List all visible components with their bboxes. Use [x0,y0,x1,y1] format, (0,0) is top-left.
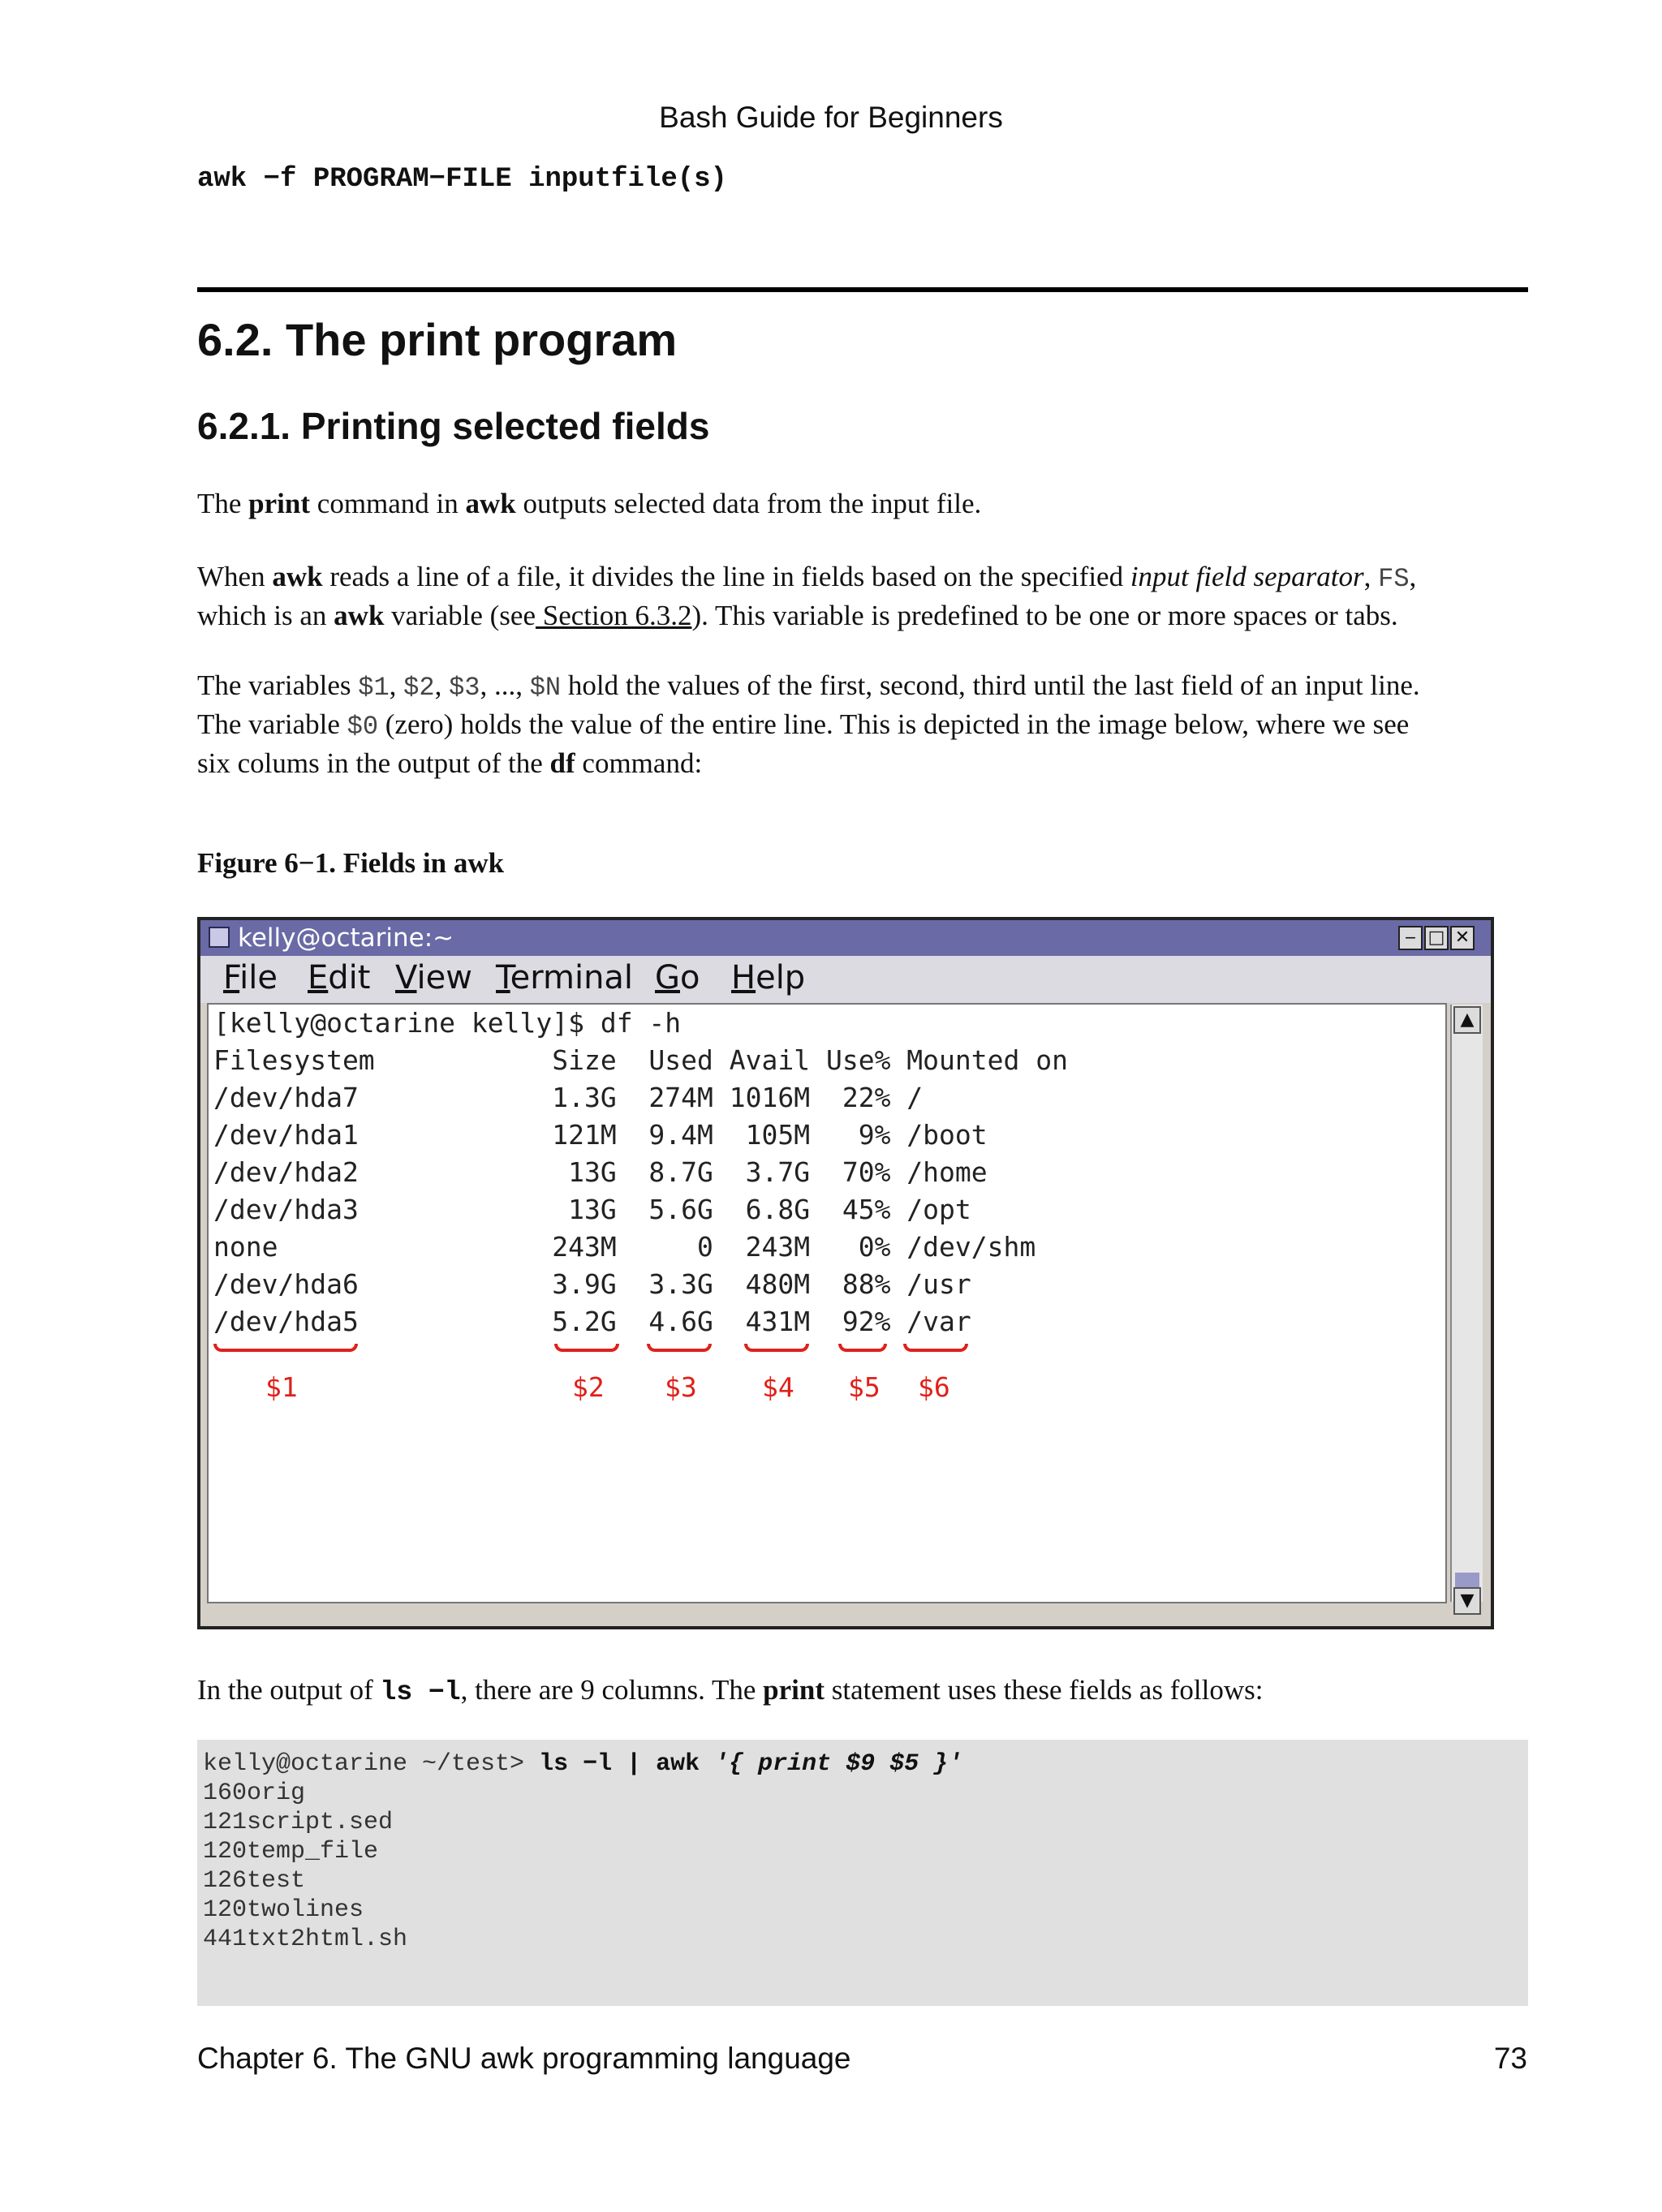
footer-chapter: Chapter 6. The GNU awk programming language [197,2042,851,2075]
paragraph-field-variables: The variables $1, $2, $3, ..., $N hold the values of the first, second, third until the last field of an input line. The variable $0 (zero) holds the value of the entire line. This is depicted in the image below, where we see six colums in the output of the df command: [197,669,1420,779]
maximize-icon[interactable]: □ [1424,926,1449,950]
df-row: /dev/hda6 3.9G 3.3G 480M 88% /usr [213,1268,971,1300]
menu-edit[interactable]: Edit [308,959,371,996]
example-output-line: 441txt2html.sh [203,1926,408,1953]
terminal-command-line: [kelly@octarine kelly]$ df -h [213,1007,682,1039]
example-output-line: 120twolines [203,1896,364,1924]
terminal-output-area[interactable] [207,1003,1447,1603]
syntax-input-file: inputfile(s) [528,164,727,195]
minimize-icon[interactable]: ‒ [1398,926,1423,950]
field-label-1: $1 [265,1371,298,1403]
awk-syntax-line [197,164,727,195]
menu-help[interactable]: Help [731,959,806,996]
example-output-line: 126test [203,1867,306,1895]
df-row: /dev/hda2 13G 8.7G 3.7G 70% /home [213,1156,988,1188]
terminal-scrollbar[interactable] [1450,1005,1483,1611]
field-1-brace [213,1344,358,1352]
section-6-3-2-link[interactable]: Section 6.3.2 [535,600,692,631]
window-title: kelly@octarine:~ [238,923,454,953]
field-label-2: $2 [572,1371,605,1403]
df-row: /dev/hda5 5.2G 4.6G 431M 92% /var [213,1306,971,1337]
df-row: /dev/hda3 13G 5.6G 6.8G 45% /opt [213,1194,971,1225]
close-icon[interactable]: ✕ [1450,926,1475,950]
example-command-line: kelly@octarine ~/test> ls −l | awk '{ print $9 $5 }' [203,1750,963,1778]
footer-page-number: 73 [1493,2042,1527,2075]
terminal-titlebar[interactable] [200,920,1491,956]
field-label-6: $6 [918,1371,950,1403]
field-label-4: $4 [762,1371,794,1403]
paragraph-field-separator: When awk reads a line of a file, it divides the line in fields based on the specified input field separator, FS, which is an awk variable (see Section 6.3.2). This variable is predefined to be one or more spaces or tabs. [197,561,1417,631]
field-6-brace [903,1344,968,1352]
df-row: /dev/hda7 1.3G 274M 1016M 22% / [213,1082,924,1113]
syntax-option: −f [263,164,297,195]
terminal-menubar [200,956,1491,1003]
running-header: Bash Guide for Beginners [659,101,1003,134]
field-2-brace [554,1344,619,1352]
menu-go[interactable]: Go [655,959,700,996]
menu-file[interactable]: File [223,959,278,996]
field-5-brace [838,1344,887,1352]
example-output-line: 160orig [203,1779,306,1807]
syntax-command: awk [197,164,248,195]
df-row: none 243M 0 243M 0% /dev/shm [213,1231,1036,1263]
paragraph-print-intro: The print command in awk outputs selected data from the input file. [197,488,982,519]
subsection-title: 6.2.1. Printing selected fields [197,405,710,447]
field-label-3: $3 [665,1371,697,1403]
section-title: 6.2. The print program [197,314,678,365]
syntax-program-file: PROGRAM−FILE [312,164,512,195]
section-divider [197,287,1528,292]
menu-view[interactable]: View [395,959,472,996]
paragraph-ls-columns: In the output of ls −l, there are 9 columns. The print statement uses these fields as follows: [197,1674,1264,1707]
example-code-block [197,1740,1528,2006]
scroll-down-icon[interactable]: ▼ [1453,1587,1481,1615]
df-row: /dev/hda1 121M 9.4M 105M 9% /boot [213,1119,988,1151]
field-4-brace [744,1344,809,1352]
scroll-thumb[interactable] [1455,1573,1479,1587]
example-output-line: 120temp_file [203,1838,379,1866]
scroll-up-icon[interactable]: ▲ [1453,1006,1481,1034]
terminal-screenshot [197,917,1494,1629]
figure-caption: Figure 6−1. Fields in awk [197,847,505,879]
example-output-line: 121script.sed [203,1809,394,1836]
window-menu-icon[interactable] [209,927,230,948]
field-label-5: $5 [848,1371,881,1403]
menu-terminal[interactable]: Terminal [496,959,634,996]
field-3-brace [647,1344,712,1352]
df-header-row: Filesystem Size Used Avail Use% Mounted on [213,1044,1068,1076]
